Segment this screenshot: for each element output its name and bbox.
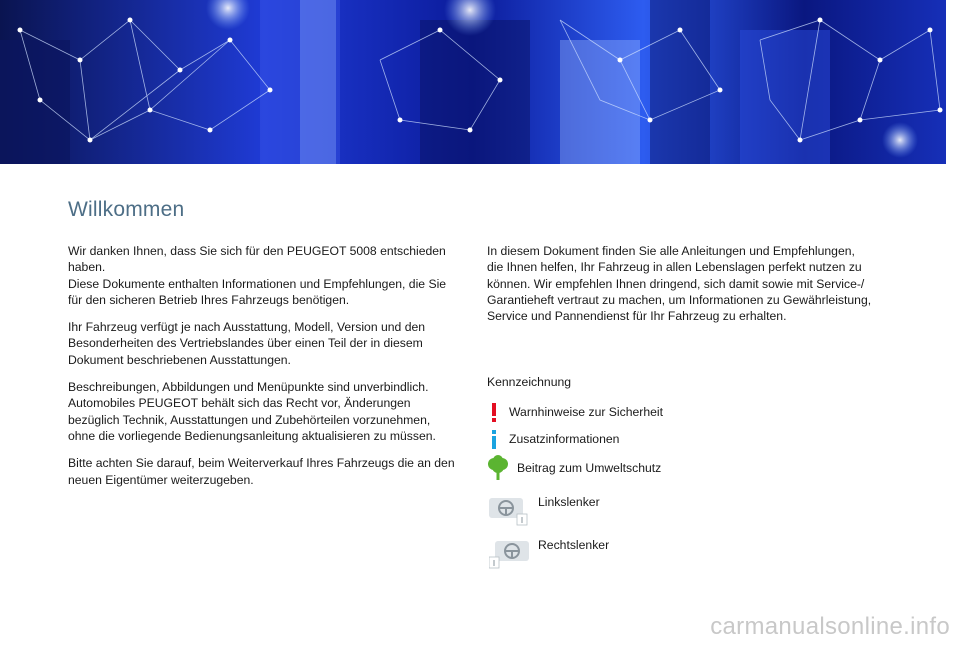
legend-item-info	[487, 429, 619, 449]
legend-label: Beitrag zum Umweltschutz	[517, 461, 662, 475]
legend-label: Linkslenker	[538, 495, 600, 509]
tree-icon	[487, 455, 509, 481]
legend-label: Zusatzinformationen	[509, 432, 620, 446]
disclaimer-paragraph: Beschreibungen, Abbildungen und Menüpunkte sind unverbindlich. Automobiles PEUGEOT behält sich das Recht vor, Änderungen bezüglich Technik, Ausstattungen und Zubehörteilen vorzunehmen, ohne die vorliegende Bedienungsanleitung aktualisieren zu müssen.	[68, 380, 436, 443]
equipment-paragraph: Ihr Fahrzeug verfügt je nach Ausstattung, Modell, Version und den Besonderheiten des Vertriebslandes über einen Teil der in diesem Dokument beschriebenen Ausstattungen.	[68, 320, 426, 367]
intro-paragraph: Wir danken Ihnen, dass Sie sich für den PEUGEOT 5008 entschieden haben. Diese Dokumente enthalten Informationen und Empfehlungen, die Sie für den sicheren Betrieb Ihres Fahrzeugs benötigen.	[68, 244, 447, 307]
warning-icon	[487, 402, 501, 422]
left-hand-drive-icon	[489, 496, 529, 524]
watermark: carmanualsonline.info	[710, 613, 950, 640]
right-column	[487, 243, 887, 335]
instructions-paragraph: In diesem Dokument finden Sie alle Anleitungen und Empfehlungen, die Ihnen helfen, Ihr Fahrzeug in allen Lebenslagen perfekt nutzen zu können. Wir empfehlen Ihnen dringend, sich damit sowie mit Service-/ Garantieheft vertraut zu machen, um Informationen zu Gewährleistung, Service und Pannendienst für Ihr Fahrzeug zu erhalten.	[487, 244, 872, 324]
legend-label: Rechtslenker	[538, 538, 610, 552]
network-city-illustration	[0, 0, 946, 164]
info-icon	[487, 429, 501, 449]
legend-heading: Kennzeichnung	[487, 375, 572, 389]
legend-item-warning	[487, 402, 663, 422]
right-hand-drive-icon	[489, 539, 529, 567]
legend-item-environment	[487, 455, 661, 481]
resale-paragraph: Bitte achten Sie darauf, beim Weiterverkauf Ihres Fahrzeugs die an den neuen Eigentümer weiterzugeben.	[68, 456, 455, 487]
page-title: Willkommen	[68, 198, 185, 221]
header-banner-image	[0, 0, 946, 164]
left-column	[68, 243, 468, 499]
legend-label: Warnhinweise zur Sicherheit	[509, 405, 663, 419]
